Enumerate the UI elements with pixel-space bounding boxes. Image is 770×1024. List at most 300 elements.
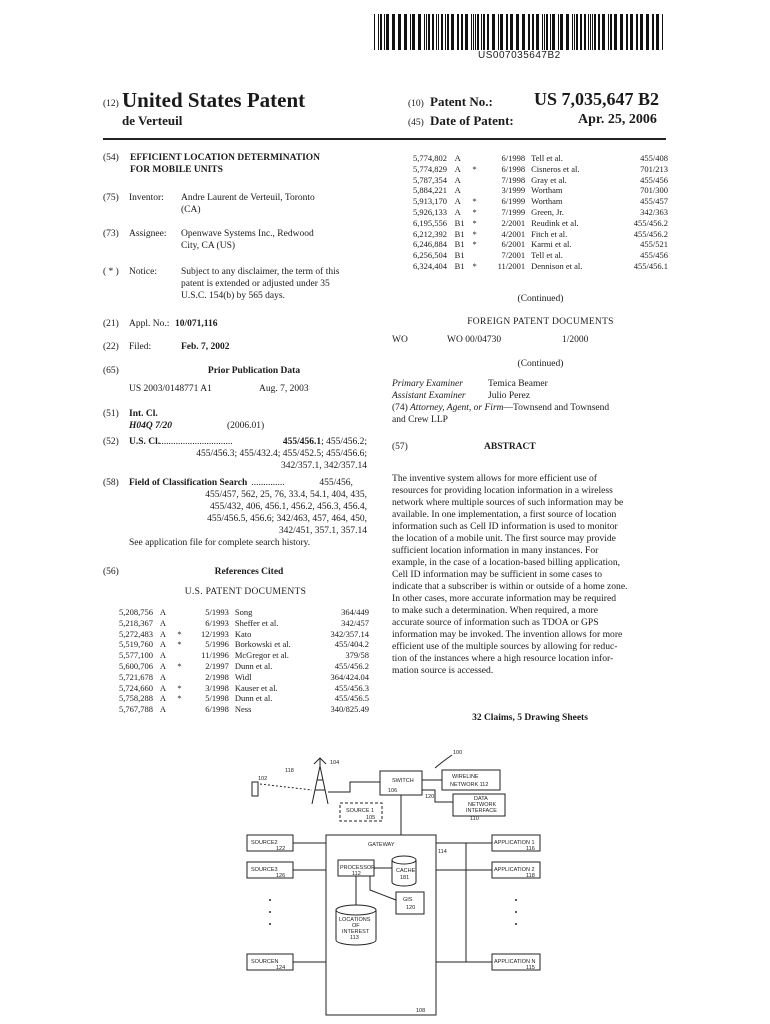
label-ref-104: 104 [330,760,340,766]
abstract-line: example, in the case of a location-based billing application, [392,557,621,568]
label-ref-122: 122 [276,846,286,852]
reference-num: 5,767,788 [119,704,153,715]
abstract-line: In other cases, more accurate information may be required [392,593,617,604]
barcode-bar [457,14,459,50]
field-of-search-line-4: 455/456.5, 456.6; 342/463, 457, 464, 450, [207,514,367,524]
reference-num: 5,218,367 [119,617,153,628]
reference-cls: 455/404.2 [334,639,369,650]
barcode-bar [656,14,659,50]
notice-field [103,266,388,302]
reference-date: 6/1998 [501,153,526,163]
reference-name: Cisneros et al. [531,163,580,174]
barcode-bars [374,14,663,50]
code-65: (65) [103,366,119,376]
left-reference-list [119,607,369,715]
barcode-bar [487,14,489,50]
assistant-examiner-label: Assistant Examiner [392,391,466,401]
label-ref-102: 102 [258,776,268,782]
reference-star: * [177,693,182,704]
reference-num: 5,774,802 [413,153,447,163]
barcode-bar [576,14,578,50]
filed-field [103,341,388,353]
reference-star: * [177,682,182,693]
barcode-bar [481,14,482,50]
reference-cls: 342/357.14 [330,628,369,639]
mobile-phone [252,782,258,796]
reference-date: 2/2001 [501,217,526,228]
barcode-bar [640,14,643,50]
reference-kind: A [159,650,166,661]
barcode-bar [447,14,449,50]
reference-name: Song [234,607,253,617]
barcode-bar [646,14,649,50]
us-cl-line-1-rest: ; 455/456.2; [321,437,367,447]
barcode-bar [412,14,415,50]
field-of-search-line-1: 455/456, [319,478,353,488]
reference-row [413,196,668,207]
label-ref-114: 114 [438,849,447,855]
reference-name: Dennison et al. [531,260,583,271]
inventor-field [103,192,388,216]
us-cl-label: U.S. Cl. [128,437,161,447]
barcode-bar [398,14,401,50]
reference-row [413,185,668,196]
abstract-line: resources for providing location information in a wireless [392,485,613,496]
abstract-line: information may be invoked. The invention allows for more [392,629,623,640]
reference-name: Sheffer et al. [234,617,279,628]
label-ref-181: 181 [400,875,410,881]
barcode-bar [598,14,600,50]
barcode-bar [626,14,628,50]
label-switch: SWITCH [392,778,414,784]
label-data: DATA [474,796,488,802]
title-line-1: EFFICIENT LOCATION DETERMINATION [130,153,321,163]
reference-row [119,607,369,618]
filed-label: Filed: [129,342,152,352]
reference-date: 6/1993 [205,617,229,628]
label-ref-115: 115 [526,965,535,971]
locations-of-interest-cylinder [336,905,376,915]
reference-date: 11/2001 [497,260,526,271]
prior-pub-date: Aug. 7, 2003 [259,384,309,394]
barcode-bar [424,14,425,50]
reference-star: * [472,217,477,228]
notice-line-3: U.S.C. 154(b) by 565 days. [181,291,285,301]
barcode-bar [438,14,439,50]
label-of: OF [352,923,360,929]
field-of-search-leader: .............. [251,478,285,488]
figure-block-diagram [230,740,560,1020]
reference-kind: A [454,206,461,217]
reference-row [413,261,668,272]
reference-star [177,607,186,618]
cache-cylinder [392,856,416,864]
label-interface: INTERFACE [466,808,497,814]
header-rule [103,138,666,140]
reference-num: 5,758,288 [119,693,153,704]
attorney-firm-line-1: —Townsend and Townsend [503,403,610,413]
barcode-bar [544,14,545,50]
barcode-bar [378,14,379,50]
abstract-line: the location of a mobile unit. The first source may provide [392,533,616,544]
reference-row [413,218,668,229]
reference-row [119,661,369,672]
reference-cls: 455/521 [640,239,668,250]
assignee-field [103,228,388,252]
reference-row [119,629,369,640]
barcode-bar [374,14,375,50]
label-source-1: SOURCE 1 [346,808,375,814]
int-cl-label: Int. Cl. [129,409,158,419]
abstract-text [392,473,668,677]
date-of-patent-label: Date of Patent: [430,113,514,128]
abstract-line: sufficient location information in many instances. For [392,545,599,556]
attorney-firm-line-2: and Crew LLP [392,415,448,425]
reference-cls: 342/363 [640,206,668,217]
field-of-search-label: Field of Classification Search [129,478,248,488]
reference-cls: 342/457 [341,617,369,628]
code-51: (51) [103,409,119,419]
us-patent-docs-title: U.S. PATENT DOCUMENTS [184,587,307,597]
reference-row [413,175,668,186]
code-73: (73) [103,229,119,239]
reference-num: 5,913,170 [413,196,447,207]
barcode-bar [588,14,589,50]
reference-kind: A [159,607,166,617]
reference-row [119,683,369,694]
notice-label: Notice: [129,267,157,277]
label-wireline: WIRELINE [452,774,479,780]
reference-star: * [472,260,477,271]
barcode-bar [510,14,513,50]
reference-cls: 340/825.49 [330,704,369,715]
continued-1: (Continued) [517,294,564,304]
barcode-bar [500,14,503,50]
barcode-bar [471,14,472,50]
abstract-line: network where multiple sources of such information may be [392,497,624,508]
notice-code: ( * ) [103,267,119,277]
us-cl-field [103,436,367,472]
code-21: (21) [103,319,119,329]
barcode-bar [477,14,479,50]
reference-row [119,639,369,650]
reference-name: Reudink et al. [531,217,579,228]
us-cl-primary: 455/456.1 [282,437,322,447]
reference-date: 12/1993 [200,628,229,639]
reference-name: Tell et al. [531,250,563,261]
patent-no-label: Patent No.: [430,94,493,109]
appl-field [103,318,388,330]
barcode-bar [608,14,609,50]
barcode-bar [542,14,543,50]
reference-row [119,693,369,704]
notice-line-1: Subject to any disclaimer, the term of this [181,267,340,277]
label-gateway: GATEWAY [368,842,395,848]
barcode-bar [418,14,421,50]
barcode-bar [522,14,525,50]
code-12: (12) [103,99,119,109]
reference-num: 5,926,133 [413,206,447,217]
reference-kind: B1 [454,260,465,271]
reference-date: 5/1996 [205,639,229,650]
barcode-bar [592,14,593,50]
prior-pub-number: US 2003/0148771 A1 [129,384,212,394]
label-gis: GIS [403,897,413,903]
label-source-n: SOURCEN [251,959,279,965]
reference-star [177,618,186,629]
reference-kind: B1 [454,228,465,239]
reference-kind: B1 [454,217,465,228]
abstract-line: available. In one implementation, a first source of location [392,509,617,520]
reference-num: 5,884,221 [413,185,447,196]
continued-2: (Continued) [517,359,564,369]
reference-date: 7/2001 [501,250,526,261]
left-column [103,152,388,176]
reference-kind: B1 [454,239,465,250]
reference-num: 5,721,678 [119,671,153,682]
title-line-2: FOR MOBILE UNITS [130,165,223,175]
reference-cls: 455/456.5 [334,693,369,704]
barcode-bar [386,14,389,50]
reference-kind: A [159,704,166,715]
reference-kind: A [454,153,461,163]
reference-num: 5,774,829 [413,163,447,174]
code-56: (56) [103,567,119,577]
reference-cls: 455/456 [640,250,668,261]
reference-name: Green, Jr. [531,206,564,217]
reference-date: 5/1998 [205,693,229,704]
us-cl-line-3: 342/357.1, 342/357.14 [280,461,367,471]
reference-num: 5,577,100 [119,650,153,661]
reference-date: 3/1999 [501,185,526,196]
code-58: (58) [103,478,119,488]
reference-row [413,229,668,240]
barcode-bar [436,14,437,50]
reference-num: 5,600,706 [119,660,153,671]
barcode-bar [572,14,573,50]
reference-kind: A [159,617,166,628]
reference-name: Dunn et al. [234,693,273,704]
reference-num: 6,212,392 [413,228,447,239]
label-ref-112: 112 [352,871,361,877]
int-cl-class: H04Q 7/20 [129,421,173,431]
label-interest: INTEREST [342,929,370,935]
barcode-bar [492,14,495,50]
barcode-bar [630,14,633,50]
reference-cls: 455/456.2 [633,217,668,228]
barcode-bar [432,14,434,50]
abstract-line: accurate source of information such as TDOA or GPS [392,617,599,628]
reference-cls: 364/449 [341,607,369,617]
field-of-search [103,477,367,549]
reference-cls: 455/456.2 [334,660,369,671]
reference-cls: 455/456.2 [633,228,668,239]
reference-kind: A [159,660,166,671]
reference-row [119,618,369,629]
label-ref-124: 124 [276,965,286,971]
foreign-number: WO 00/04730 [447,335,502,345]
label-source-2: SOURCE2 [251,840,278,846]
label-cache: CACHE [396,868,416,874]
reference-name: Tell et al. [531,153,563,163]
barcode-bar [620,14,623,50]
barcode-bar [528,14,530,50]
reference-name: Widl [234,671,252,682]
assignee-line-2: City, CA (US) [181,241,236,251]
reference-star [177,704,186,715]
label-network: NETWORK [468,802,497,808]
reference-star [473,250,482,261]
code-22: (22) [103,342,119,352]
abstract-header [392,441,672,453]
reference-cls: 364/424.04 [330,671,369,682]
reference-star: * [472,228,477,239]
reference-star: * [177,639,182,650]
reference-num: 6,195,556 [413,217,447,228]
examiners [392,378,677,426]
assistant-examiner-name: Julio Perez [488,391,530,401]
barcode-bar [550,14,551,50]
abstract-line: efficient use of the multiple sources by allowing for reduc- [392,641,618,652]
us-cl-leader: ............................... [158,437,233,447]
barcode-bar [516,14,519,50]
label-application-n: APPLICATION N [494,959,536,965]
barcode-bar [532,14,534,50]
reference-num: 5,272,483 [119,628,153,639]
reference-cls: 455/456 [640,174,668,185]
reference-star: * [472,239,477,250]
patent-country-title: United States Patent [122,88,306,112]
barcode-bar [506,14,508,50]
reference-date: 7/1999 [501,206,526,217]
reference-name: Kauser et al. [234,682,278,693]
reference-cls: 455/457 [640,196,668,207]
reference-num: 6,246,884 [413,239,447,250]
reference-date: 5/1993 [205,607,229,617]
code-10: (10) [408,99,424,109]
abstract-line: Cell ID information may be sufficient in some cases to [392,569,603,580]
inventor-short: de Verteuil [122,113,183,128]
reference-date: 2/1998 [205,671,229,682]
reference-name: Wortham [531,196,563,207]
foreign-country: WO [392,335,408,345]
reference-star [473,185,482,196]
barcode-bar [566,14,569,50]
appl-label: Appl. No.: [129,319,170,329]
barcode-bar [594,14,596,50]
reference-kind: A [454,185,461,196]
ref-100-leader [435,755,452,768]
reference-star [177,672,186,683]
reference-name: McGregor et al. [234,650,289,661]
reference-name: Ness [234,704,252,715]
code-45: (45) [408,118,424,128]
reference-date: 7/1998 [501,174,526,185]
reference-star: * [177,628,182,639]
barcode-bar [451,14,454,50]
label-application-1: APPLICATION 1 [494,840,535,846]
abstract-line: indicate that a subscriber is within or outside of a home zone. [392,581,628,592]
reference-name: Fitch et al. [531,228,568,239]
barcode-bar [445,14,446,50]
label-network-112: NETWORK 112 [450,782,489,788]
abstract-title: ABSTRACT [484,442,536,452]
code-52: (52) [103,437,119,447]
attorney-label: Attorney, Agent, or Firm [410,403,504,413]
int-cl-field [103,408,388,432]
reference-date: 4/2001 [501,228,526,239]
label-ref-113: 113 [350,935,359,941]
abstract-line: tion of the instances where a high resource location infor- [392,653,614,664]
barcode-bar [652,14,654,50]
reference-date: 6/1999 [501,196,526,207]
barcode-bar [558,14,559,50]
barcode-bar [404,14,407,50]
reference-row [413,239,668,250]
barcode-bar [428,14,430,50]
reference-kind: A [159,682,166,693]
reference-row [413,164,668,175]
reference-date: 3/1998 [205,682,229,693]
label-ref-106: 106 [388,788,398,794]
barcode-bar [590,14,591,50]
barcode-bar [384,14,385,50]
reference-cls: 455/408 [640,153,668,163]
reference-cls: 379/58 [345,650,369,661]
reference-date: 11/1996 [201,650,229,661]
abstract-line: mation source is accessed. [392,665,494,676]
reference-num: 5,724,660 [119,682,153,693]
barcode-bar [614,14,617,50]
filed-date: Feb. 7, 2002 [181,342,230,352]
label-ref-120b: 120 [406,905,416,911]
appl-number: 10/071,116 [175,319,218,329]
barcode-bar [410,14,411,50]
barcode-bar [636,14,638,50]
reference-date: 6/1998 [501,163,526,174]
label-ref-118: 118 [285,768,294,774]
reference-star: * [472,163,477,174]
barcode-number: US007035647B2 [478,50,561,61]
label-ref-126: 126 [276,873,286,879]
claims-summary: 32 Claims, 5 Drawing Sheets [472,713,588,723]
reference-name: Karmi et al. [531,239,572,250]
barcode-bar [662,14,663,50]
foreign-date: 1/2000 [562,335,589,345]
abstract-line: The inventive system allows for more efficient use of [392,473,597,484]
reference-star [177,650,186,661]
reference-num: 5,519,760 [119,639,153,650]
inventor-line-2: (CA) [181,205,201,215]
barcode-bar [475,14,476,50]
label-ref-116: 116 [526,846,535,852]
date-of-patent: Apr. 25, 2006 [578,112,657,127]
barcode-bar [461,14,463,50]
right-reference-list [413,153,668,272]
code-54: (54) [103,153,119,163]
barcode-bar [536,14,539,50]
label-processor: PROCESSOR [340,865,376,871]
barcode-bar [483,14,485,50]
gateway-box [326,835,436,1015]
reference-kind: A [159,628,166,639]
reference-star: * [177,660,182,671]
reference-row [119,704,369,715]
code-57: (57) [392,442,408,452]
cell-tower [312,758,328,804]
reference-cls: 455/456.1 [633,260,668,271]
field-of-search-line-2: 455/457, 562, 25, 76, 33.4, 54.1, 404, 435, [205,490,367,500]
